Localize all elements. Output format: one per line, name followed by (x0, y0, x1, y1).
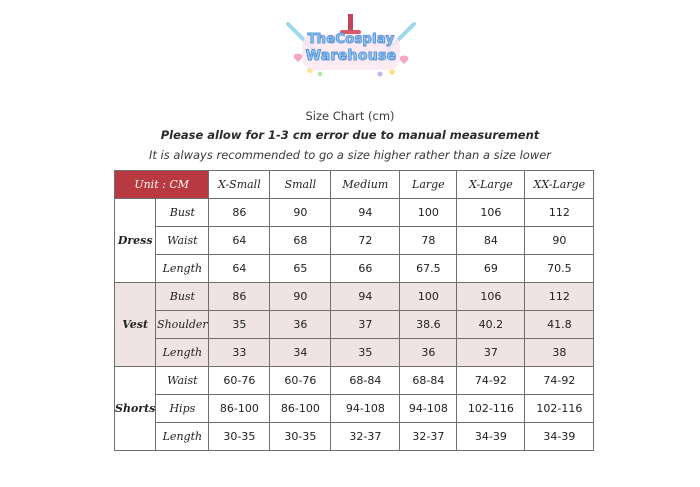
table-cell: 67.5 (400, 255, 457, 283)
table-row (115, 199, 594, 227)
size-header: XX-Large (525, 171, 594, 199)
table-row (115, 227, 594, 255)
table-cell: 36 (270, 311, 331, 339)
table-cell: 32-37 (331, 423, 400, 451)
table-row (115, 283, 594, 311)
table-cell: 112 (525, 199, 594, 227)
table-row (115, 395, 594, 423)
table-cell: 90 (525, 227, 594, 255)
table-cell: 94 (331, 283, 400, 311)
measure-label: Bust (156, 283, 209, 311)
table-cell: 64 (209, 255, 270, 283)
table-cell: 72 (331, 227, 400, 255)
table-cell: 40.2 (457, 311, 525, 339)
brand-logo (280, 14, 422, 78)
measurement-note: Please allow for 1-3 cm error due to manual measurement (160, 128, 540, 142)
table-cell: 36 (400, 339, 457, 367)
table-row (115, 311, 594, 339)
table-cell: 84 (457, 227, 525, 255)
group-label-vest: Vest (115, 283, 156, 367)
table-cell: 100 (400, 199, 457, 227)
table-header-row (115, 171, 594, 199)
table-cell: 70.5 (525, 255, 594, 283)
table-cell: 94-108 (331, 395, 400, 423)
table-cell: 34-39 (525, 423, 594, 451)
table-cell: 86-100 (209, 395, 270, 423)
table-row (115, 339, 594, 367)
table-cell: 90 (270, 283, 331, 311)
table-cell: 60-76 (270, 367, 331, 395)
table-cell: 86 (209, 199, 270, 227)
sizing-tip: It is always recommended to go a size higher rather than a size lower (148, 148, 552, 162)
unit-label: Unit : CM (115, 171, 209, 199)
table-cell: 68-84 (400, 367, 457, 395)
table-cell: 106 (457, 199, 525, 227)
table-cell: 37 (331, 311, 400, 339)
table-cell: 78 (400, 227, 457, 255)
table-cell: 60-76 (209, 367, 270, 395)
table-cell: 32-37 (400, 423, 457, 451)
table-cell: 35 (209, 311, 270, 339)
measure-label: Waist (156, 367, 209, 395)
table-cell: 94-108 (400, 395, 457, 423)
table-cell: 33 (209, 339, 270, 367)
measure-label: Length (156, 339, 209, 367)
table-cell: 74-92 (525, 367, 594, 395)
measure-label: Hips (156, 395, 209, 423)
size-chart-table (114, 170, 594, 451)
table-cell: 102-116 (525, 395, 594, 423)
group-label-shorts: Shorts (115, 367, 156, 451)
table-cell: 66 (331, 255, 400, 283)
table-cell: 41.8 (525, 311, 594, 339)
measure-label: Waist (156, 227, 209, 255)
table-cell: 30-35 (209, 423, 270, 451)
table-cell: 100 (400, 283, 457, 311)
size-header: X-Large (457, 171, 525, 199)
size-header: Small (270, 171, 331, 199)
table-cell: 68-84 (331, 367, 400, 395)
table-cell: 86-100 (270, 395, 331, 423)
table-row (115, 367, 594, 395)
table-cell: 94 (331, 199, 400, 227)
table-cell: 38 (525, 339, 594, 367)
table-cell: 68 (270, 227, 331, 255)
table-cell: 35 (331, 339, 400, 367)
table-cell: 38.6 (400, 311, 457, 339)
logo-text-line2: Warehouse (305, 48, 397, 64)
group-label-dress: Dress (115, 199, 156, 283)
table-cell: 34 (270, 339, 331, 367)
table-cell: 64 (209, 227, 270, 255)
measure-label: Shoulder (156, 311, 209, 339)
table-cell: 69 (457, 255, 525, 283)
table-cell: 90 (270, 199, 331, 227)
table-cell: 30-35 (270, 423, 331, 451)
table-cell: 86 (209, 283, 270, 311)
table-cell: 102-116 (457, 395, 525, 423)
table-cell: 37 (457, 339, 525, 367)
size-header: Large (400, 171, 457, 199)
chart-title: Size Chart (cm) (305, 109, 395, 123)
size-header: X-Small (209, 171, 270, 199)
table-cell: 106 (457, 283, 525, 311)
table-cell: 112 (525, 283, 594, 311)
table-row (115, 255, 594, 283)
measure-label: Length (156, 255, 209, 283)
table-cell: 34-39 (457, 423, 525, 451)
size-header: Medium (331, 171, 400, 199)
logo-text-line1: TheCosplay (307, 32, 395, 47)
measure-label: Length (156, 423, 209, 451)
table-cell: 65 (270, 255, 331, 283)
table-cell: 74-92 (457, 367, 525, 395)
table-row (115, 423, 594, 451)
measure-label: Bust (156, 199, 209, 227)
